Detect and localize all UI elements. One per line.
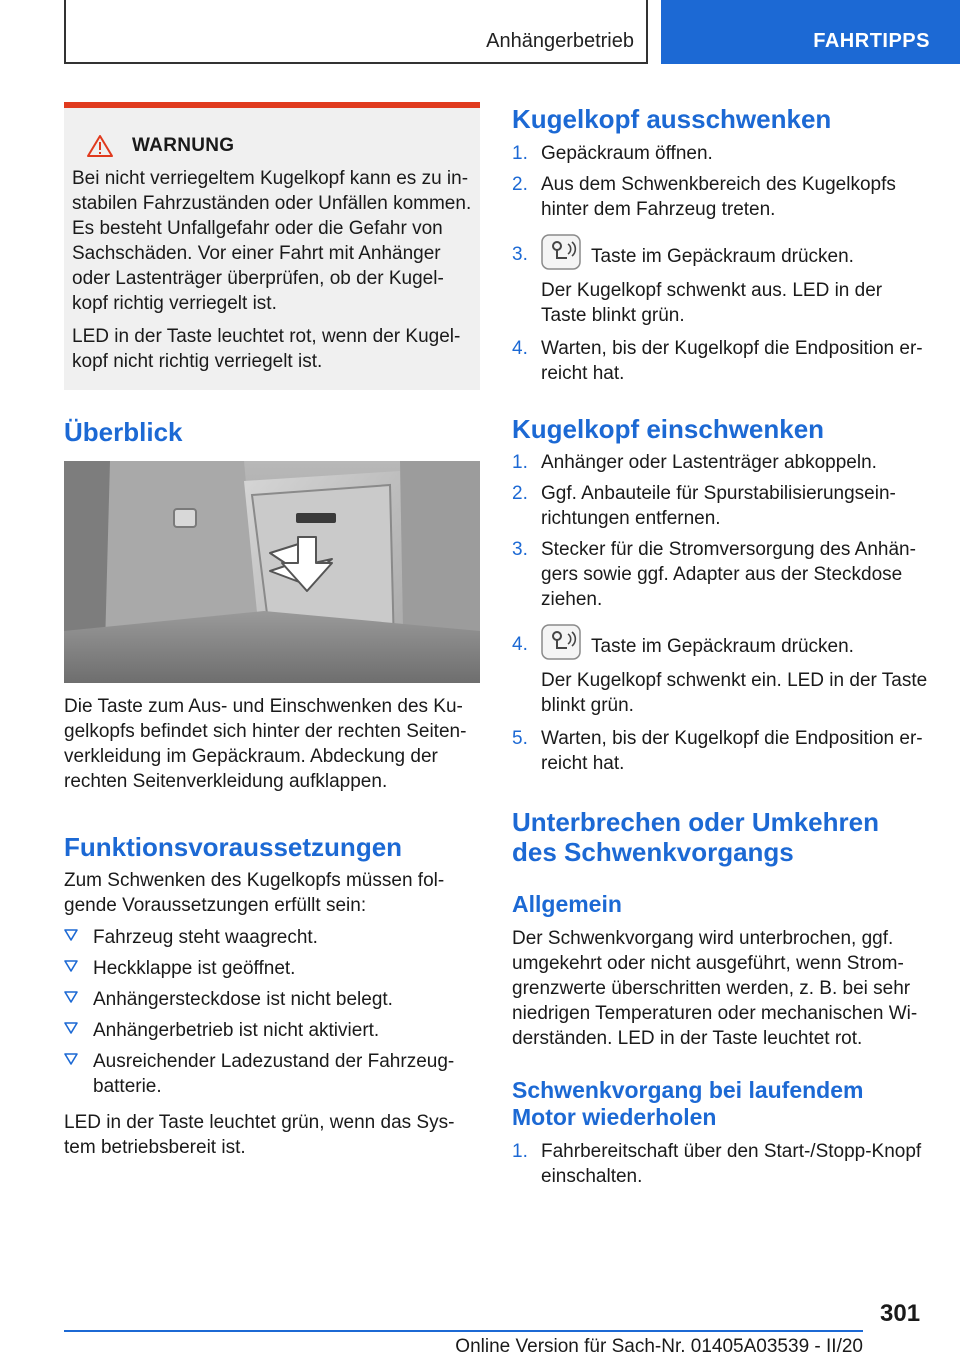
requirements-outro: LED in der Taste leuchtet grün, wenn das Sys-tem betriebsbereit ist.: [64, 1112, 455, 1158]
header-chapter-tab: [661, 0, 960, 64]
list-item: 4. Warten, bis der Kugelkopf die Endposition er-reicht hat.: [512, 338, 923, 384]
requirements-heading: Funktionsvoraussetzungen: [64, 832, 403, 862]
list-item: 1. Anhänger oder Lastenträger abkoppeln.: [512, 452, 877, 473]
header-section-tab: [64, 0, 648, 64]
general-heading: Allgemein: [512, 891, 622, 917]
list-item: 2. Aus dem Schwenkbereich des Kugelkopfs hinter dem Fahrzeug treten.: [512, 174, 896, 220]
list-item: Ausreichender Ladezustand der Fahrzeug-batterie.: [64, 1049, 480, 1099]
triangle-bullet-icon: [64, 1021, 78, 1035]
triangle-bullet-icon: [64, 990, 78, 1004]
warning-header: [86, 132, 472, 160]
triangle-bullet-icon: [64, 1052, 78, 1066]
header-section-title: Anhängerbetrieb: [486, 30, 634, 52]
warning-text-2: LED in der Taste leuchtet rot, wenn der Kugel-kopf nicht richtig verriegelt ist.: [72, 326, 461, 372]
warning-text-1: Bei nicht verriegeltem Kugelkopf kann es zu in-stabilen Fahrzuständen oder Unfällen kommen. Es besteht Unfallgefahr oder die Gefahr von Sachschäden. Vor einer Fahrt mit Anhänger oder Lastenträger überprüfen, ob der Kugel-kopf richtig verriegelt ist.: [72, 168, 472, 314]
list-item: 3. Stecker für die Stromversorgung des Anhän-gers sowie ggf. Adapter aus der Steckdose ziehen.: [512, 539, 916, 610]
list-item: 2. Ggf. Anbauteile für Spurstabilisierungsein-richtungen entfernen.: [512, 483, 896, 529]
swing-in-heading: Kugelkopf einschwenken: [512, 414, 825, 444]
header-chapter-title: FAHRTIPPS: [813, 30, 930, 52]
triangle-bullet-icon: [64, 928, 78, 942]
list-item: 1. Gepäckraum öffnen.: [512, 143, 713, 164]
footer-version-text: Online Version für Sach-Nr. 01405A03539 - II/20: [455, 1336, 863, 1357]
requirements-list: [64, 919, 480, 1099]
swing-out-steps: [512, 141, 928, 386]
list-item: Anhängersteckdose ist nicht belegt.: [64, 987, 480, 1012]
triangle-bullet-icon: [64, 959, 78, 973]
interrupt-heading: Unterbrechen oder Umkehren des Schwenkvorgangs: [512, 807, 879, 867]
list-item: 1. Fahrbereitschaft über den Start-/Stopp-Knopf einschalten.: [512, 1141, 922, 1187]
list-item: 5. Warten, bis der Kugelkopf die Endposition er-reicht hat.: [512, 728, 923, 774]
list-item: 4. Taste im Gepäckraum drücken. Der Kugelkopf schwenkt ein. LED in der Taste blinkt grün.: [512, 624, 928, 718]
repeat-heading: Schwenkvorgang bei laufendem Motor wiederholen: [512, 1077, 864, 1130]
warning-title: WARNUNG: [132, 135, 235, 156]
general-text: Der Schwenkvorgang wird unterbrochen, ggf. umgekehrt oder nicht ausgeführt, wenn Strom-grenzwerte überschritten werden, z. B. bei sehr niedrigen Temperaturen oder mechanischen Wi-derständen. LED in der Taste leuchtet rot.: [512, 928, 918, 1049]
swing-out-heading: Kugelkopf ausschwenken: [512, 104, 832, 134]
swing-in-steps: [512, 450, 928, 776]
warning-box: [64, 102, 480, 390]
overview-text: Die Taste zum Aus- und Einschwenken des Ku-gelkopfs befindet sich hinter der rechten Seiten-verkleidung im Gepäckraum. Abdeckung der rechten Seitenverkleidung aufklappen.: [64, 696, 467, 792]
overview-heading: Überblick: [64, 417, 183, 447]
page-number: 301: [880, 1300, 921, 1327]
requirements-intro: Zum Schwenken des Kugelkopfs müssen fol-gende Voraussetzungen erfüllt sein:: [64, 870, 445, 916]
list-item: Anhängerbetrieb ist nicht aktiviert.: [64, 1018, 480, 1043]
repeat-steps: [512, 1139, 928, 1189]
list-item: Heckklappe ist geöffnet.: [64, 956, 480, 981]
trunk-side-panel-photo: [64, 461, 480, 683]
trailer-hitch-button-icon: [541, 234, 581, 270]
list-item: 3. Taste im Gepäckraum drücken. Der Kugelkopf schwenkt aus. LED in der Taste blinkt grün.: [512, 234, 928, 328]
list-item: Fahrzeug steht waagrecht.: [64, 925, 480, 950]
warning-triangle-icon: [86, 134, 114, 158]
footer-divider: [64, 1330, 863, 1332]
trailer-hitch-button-icon: [541, 624, 581, 660]
